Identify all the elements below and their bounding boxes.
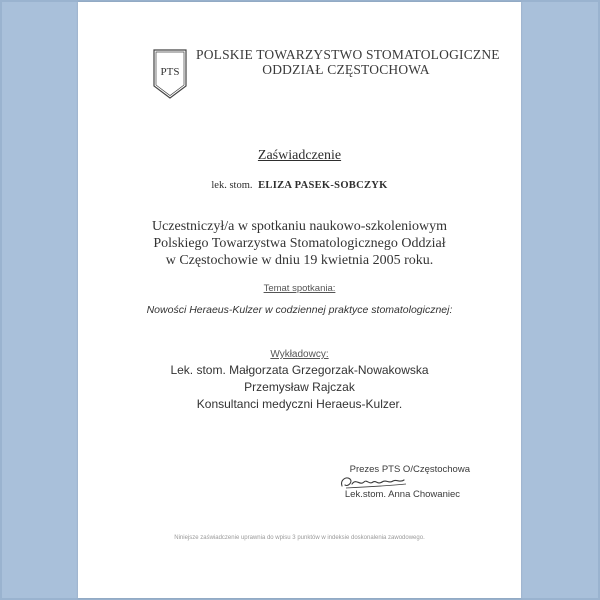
- organization-header: [196, 47, 500, 77]
- lecturers-list: [78, 362, 521, 413]
- lecturers-affiliation: Konsultanci medyczni Heraeus-Kulzer.: [196, 397, 403, 411]
- pts-logo-icon: [152, 48, 188, 100]
- meeting-topic-label: Temat spotkania:: [263, 283, 336, 294]
- body-line-2: Polskiego Towarzystwa Stomatologicznego Oddział: [153, 236, 446, 251]
- body-line-1: Uczestniczył/a w spotkaniu naukowo-szkoleniowym: [151, 219, 448, 234]
- recipient-line: [78, 180, 521, 191]
- certificate-title: Zaświadczenie: [257, 148, 342, 163]
- lecturer-1: Lek. stom. Małgorzata Grzegorzak-Nowakowska: [170, 363, 429, 377]
- lecturers-label: Wykładowcy:: [270, 349, 329, 360]
- body-line-3: w Częstochowie w dniu 19 kwietnia 2005 roku.: [165, 253, 434, 268]
- signer-name: Lek.stom. Anna Chowaniec: [344, 489, 460, 500]
- organization-name: POLSKIE TOWARZYSTWO STOMATOLOGICZNE: [196, 47, 500, 62]
- organization-branch: ODDZIAŁ CZĘSTOCHOWA: [262, 62, 430, 77]
- footnote: Niniejsze zaświadczenie uprawnia do wpisu 3 punktów w indeksie doskonalenia zawodowego.: [174, 535, 425, 541]
- certificate-body: [118, 218, 481, 269]
- recipient-name: ELIZA PASEK-SOBCZYK: [258, 180, 388, 191]
- lecturer-2: Przemysław Rajczak: [244, 380, 355, 394]
- signature-title: Prezes PTS O/Częstochowa: [349, 464, 470, 475]
- certificate-page: [78, 2, 521, 598]
- meeting-topic: Nowości Heraeus-Kulzer w codziennej praktyce stomatologicznej:: [146, 304, 453, 316]
- logo-text: PTS: [160, 66, 180, 78]
- recipient-prefix: lek. stom.: [211, 180, 253, 191]
